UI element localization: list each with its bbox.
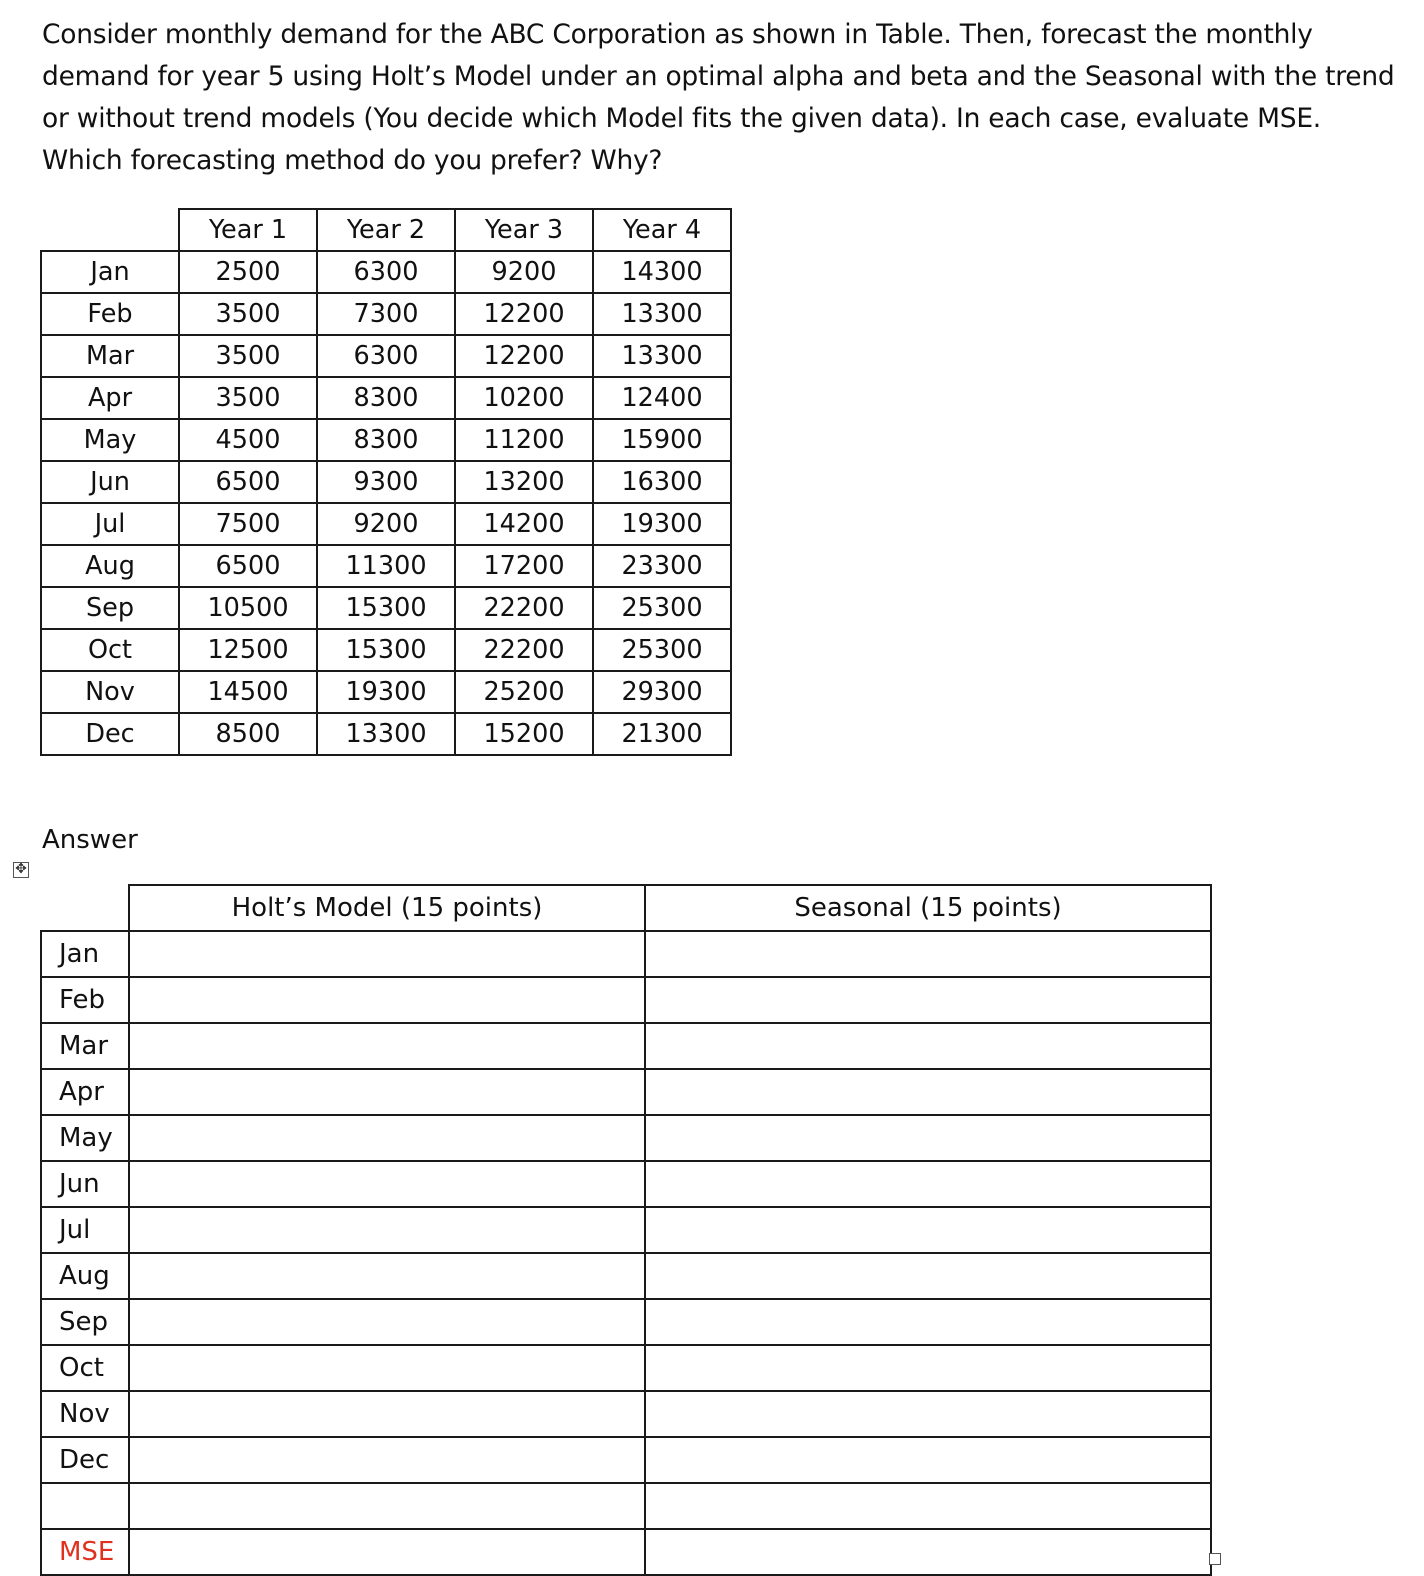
demand-value-cell: 12200 — [455, 293, 593, 335]
answer-row — [41, 977, 1211, 1023]
answer-row — [41, 1253, 1211, 1299]
demand-row — [41, 293, 731, 335]
question-text — [42, 14, 1412, 182]
holt-answer-cell[interactable] — [129, 931, 645, 977]
demand-value-cell: 29300 — [593, 671, 731, 713]
demand-value-cell: 9200 — [455, 251, 593, 293]
answer-month-cell: Nov — [41, 1391, 129, 1437]
demand-value-cell: 2500 — [179, 251, 317, 293]
demand-value-cell: 3500 — [179, 293, 317, 335]
demand-value-cell: 13300 — [593, 293, 731, 335]
demand-value-cell: 15900 — [593, 419, 731, 461]
demand-corner-cell — [41, 209, 179, 251]
seasonal-answer-cell[interactable] — [645, 1115, 1211, 1161]
demand-value-cell: 8300 — [317, 419, 455, 461]
demand-value-cell: 15300 — [317, 629, 455, 671]
demand-value-cell: 19300 — [317, 671, 455, 713]
answer-blank-cell — [41, 1483, 129, 1529]
seasonal-answer-cell[interactable] — [645, 1207, 1211, 1253]
answer-row — [41, 1483, 1211, 1529]
seasonal-answer-cell[interactable] — [645, 1391, 1211, 1437]
demand-value-cell: 22200 — [455, 629, 593, 671]
demand-value-cell: 4500 — [179, 419, 317, 461]
demand-month-cell: Feb — [41, 293, 179, 335]
demand-value-cell: 14200 — [455, 503, 593, 545]
answer-month-cell: Jul — [41, 1207, 129, 1253]
demand-header-year2: Year 2 — [317, 209, 455, 251]
holt-answer-cell[interactable] — [129, 1069, 645, 1115]
move-arrows-icon[interactable]: ✥ — [13, 862, 29, 878]
seasonal-answer-cell[interactable] — [645, 1023, 1211, 1069]
demand-header-year3: Year 3 — [455, 209, 593, 251]
holt-answer-cell[interactable] — [129, 1253, 645, 1299]
demand-value-cell: 11300 — [317, 545, 455, 587]
question-line: Which forecasting method do you prefer? Why? — [42, 145, 663, 176]
seasonal-answer-cell[interactable] — [645, 1529, 1211, 1575]
holt-answer-cell[interactable] — [129, 1437, 645, 1483]
holt-answer-cell[interactable] — [129, 977, 645, 1023]
demand-value-cell: 6500 — [179, 461, 317, 503]
answer-table — [40, 884, 1212, 1576]
answer-row — [41, 1299, 1211, 1345]
answer-month-cell: Aug — [41, 1253, 129, 1299]
seasonal-answer-cell[interactable] — [645, 1437, 1211, 1483]
answer-row — [41, 1023, 1211, 1069]
demand-month-cell: Jun — [41, 461, 179, 503]
holt-answer-cell[interactable] — [129, 1529, 645, 1575]
answer-month-cell: Jun — [41, 1161, 129, 1207]
demand-value-cell: 12400 — [593, 377, 731, 419]
demand-month-cell: Jul — [41, 503, 179, 545]
demand-month-cell: Aug — [41, 545, 179, 587]
demand-value-cell: 10200 — [455, 377, 593, 419]
answer-month-cell: Feb — [41, 977, 129, 1023]
holt-answer-cell[interactable] — [129, 1161, 645, 1207]
demand-value-cell: 12200 — [455, 335, 593, 377]
demand-month-cell: Dec — [41, 713, 179, 755]
demand-value-cell: 21300 — [593, 713, 731, 755]
answer-month-cell: Jan — [41, 931, 129, 977]
demand-value-cell: 15200 — [455, 713, 593, 755]
demand-value-cell: 9300 — [317, 461, 455, 503]
holt-answer-cell[interactable] — [129, 1299, 645, 1345]
demand-value-cell: 25200 — [455, 671, 593, 713]
seasonal-answer-cell[interactable] — [645, 931, 1211, 977]
seasonal-answer-cell[interactable] — [645, 1299, 1211, 1345]
holt-answer-cell[interactable] — [129, 1345, 645, 1391]
demand-value-cell: 13200 — [455, 461, 593, 503]
demand-value-cell: 25300 — [593, 629, 731, 671]
demand-row — [41, 251, 731, 293]
demand-value-cell: 19300 — [593, 503, 731, 545]
demand-value-cell: 22200 — [455, 587, 593, 629]
holt-answer-cell[interactable] — [129, 1391, 645, 1437]
holt-answer-cell[interactable] — [129, 1115, 645, 1161]
answer-month-cell: May — [41, 1115, 129, 1161]
resize-square-icon[interactable] — [1209, 1553, 1221, 1565]
answer-label: Answer — [42, 825, 138, 855]
demand-month-cell: Oct — [41, 629, 179, 671]
holt-answer-cell[interactable] — [129, 1483, 645, 1529]
question-line: demand for year 5 using Holt’s Model under an optimal alpha and beta and the Seasonal with the trend — [42, 61, 1395, 92]
demand-row — [41, 503, 731, 545]
answer-row — [41, 1529, 1211, 1575]
demand-value-cell: 8500 — [179, 713, 317, 755]
demand-value-cell: 14500 — [179, 671, 317, 713]
demand-value-cell: 16300 — [593, 461, 731, 503]
demand-month-cell: Jan — [41, 251, 179, 293]
answer-row — [41, 1115, 1211, 1161]
demand-value-cell: 23300 — [593, 545, 731, 587]
demand-value-cell: 6500 — [179, 545, 317, 587]
answer-month-cell: Oct — [41, 1345, 129, 1391]
answer-corner-cell — [41, 885, 129, 931]
holt-answer-cell[interactable] — [129, 1023, 645, 1069]
question-line: or without trend models (You decide which Model fits the given data). In each case, evaluate MSE. — [42, 103, 1321, 134]
demand-value-cell: 17200 — [455, 545, 593, 587]
demand-month-cell: Apr — [41, 377, 179, 419]
question-line: Consider monthly demand for the ABC Corporation as shown in Table. Then, forecast the monthly — [42, 19, 1313, 50]
demand-value-cell: 3500 — [179, 377, 317, 419]
answer-header-row — [41, 885, 1211, 931]
demand-row — [41, 671, 731, 713]
demand-value-cell: 9200 — [317, 503, 455, 545]
demand-value-cell: 14300 — [593, 251, 731, 293]
demand-value-cell: 10500 — [179, 587, 317, 629]
answer-row — [41, 1069, 1211, 1115]
answer-header-holt: Holt’s Model (15 points) — [129, 885, 645, 931]
answer-row — [41, 1391, 1211, 1437]
answer-row — [41, 931, 1211, 977]
demand-month-cell: Sep — [41, 587, 179, 629]
demand-month-cell: Nov — [41, 671, 179, 713]
demand-value-cell: 6300 — [317, 251, 455, 293]
demand-row — [41, 419, 731, 461]
demand-value-cell: 13300 — [317, 713, 455, 755]
demand-value-cell: 6300 — [317, 335, 455, 377]
demand-value-cell: 25300 — [593, 587, 731, 629]
seasonal-answer-cell[interactable] — [645, 1253, 1211, 1299]
demand-value-cell: 7500 — [179, 503, 317, 545]
demand-value-cell: 15300 — [317, 587, 455, 629]
seasonal-answer-cell[interactable] — [645, 1483, 1211, 1529]
answer-month-cell: Apr — [41, 1069, 129, 1115]
answer-month-cell: Dec — [41, 1437, 129, 1483]
seasonal-answer-cell[interactable] — [645, 977, 1211, 1023]
demand-header-year4: Year 4 — [593, 209, 731, 251]
demand-month-cell: Mar — [41, 335, 179, 377]
answer-row — [41, 1161, 1211, 1207]
demand-value-cell: 3500 — [179, 335, 317, 377]
demand-row — [41, 461, 731, 503]
demand-row — [41, 587, 731, 629]
demand-month-cell: May — [41, 419, 179, 461]
holt-answer-cell[interactable] — [129, 1207, 645, 1253]
seasonal-answer-cell[interactable] — [645, 1345, 1211, 1391]
mse-label: MSE — [41, 1529, 129, 1575]
demand-header-row — [41, 209, 731, 251]
answer-row — [41, 1437, 1211, 1483]
answer-row — [41, 1345, 1211, 1391]
answer-header-seasonal: Seasonal (15 points) — [645, 885, 1211, 931]
demand-row — [41, 377, 731, 419]
demand-header-year1: Year 1 — [179, 209, 317, 251]
demand-value-cell: 12500 — [179, 629, 317, 671]
demand-row — [41, 629, 731, 671]
demand-value-cell: 7300 — [317, 293, 455, 335]
demand-value-cell: 8300 — [317, 377, 455, 419]
demand-value-cell: 11200 — [455, 419, 593, 461]
demand-value-cell: 13300 — [593, 335, 731, 377]
demand-row — [41, 335, 731, 377]
demand-row — [41, 545, 731, 587]
answer-row — [41, 1207, 1211, 1253]
answer-month-cell: Sep — [41, 1299, 129, 1345]
demand-table — [40, 208, 732, 756]
seasonal-answer-cell[interactable] — [645, 1069, 1211, 1115]
seasonal-answer-cell[interactable] — [645, 1161, 1211, 1207]
answer-month-cell: Mar — [41, 1023, 129, 1069]
demand-row — [41, 713, 731, 755]
